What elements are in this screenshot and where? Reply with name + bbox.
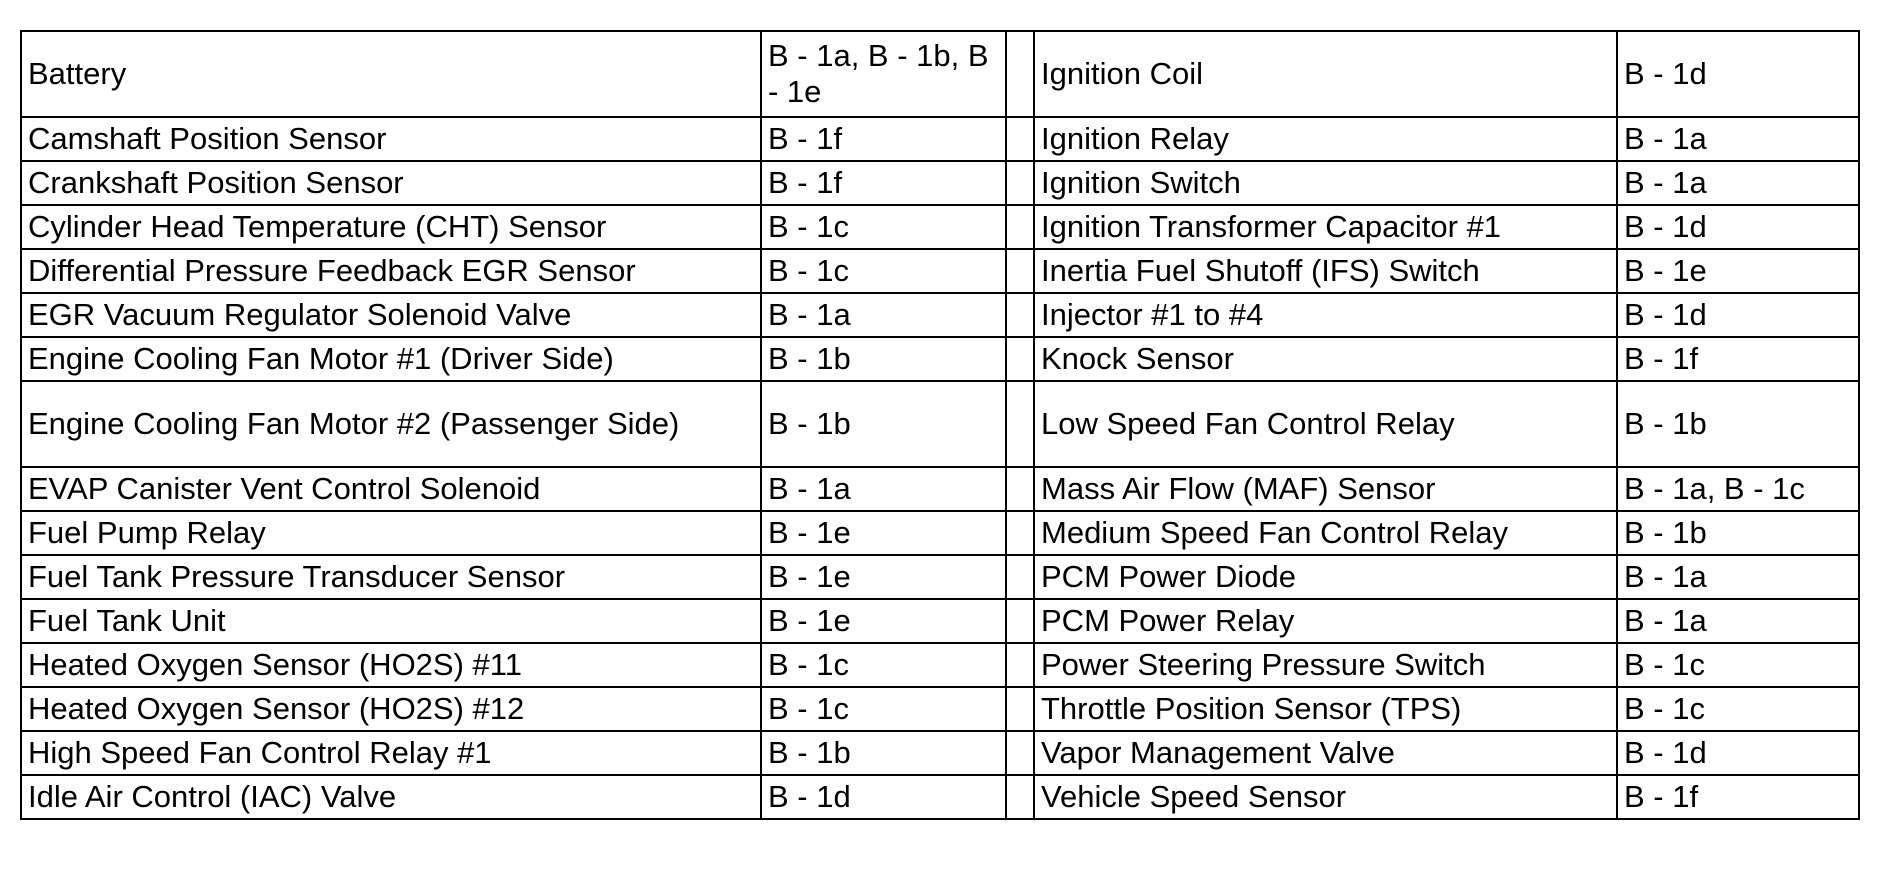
- location-cell: B - 1a: [761, 293, 1006, 337]
- table-row: [21, 731, 1859, 775]
- table-row: [21, 293, 1859, 337]
- component-name-cell: High Speed Fan Control Relay #1: [21, 731, 761, 775]
- component-name-cell: EGR Vacuum Regulator Solenoid Valve: [21, 293, 761, 337]
- column-divider: [1006, 337, 1034, 381]
- location-cell: B - 1f: [761, 161, 1006, 205]
- component-name-cell: Engine Cooling Fan Motor #1 (Driver Side): [21, 337, 761, 381]
- location-cell: B - 1d: [1617, 731, 1859, 775]
- component-name-cell: Vapor Management Valve: [1034, 731, 1617, 775]
- component-name-cell: Vehicle Speed Sensor: [1034, 775, 1617, 819]
- location-cell: B - 1a: [1617, 161, 1859, 205]
- location-cell: B - 1c: [761, 205, 1006, 249]
- location-cell: B - 1e: [1617, 249, 1859, 293]
- location-cell: B - 1b: [761, 337, 1006, 381]
- table-row: [21, 599, 1859, 643]
- component-name-cell: Crankshaft Position Sensor: [21, 161, 761, 205]
- component-name-cell: Camshaft Position Sensor: [21, 117, 761, 161]
- column-divider: [1006, 731, 1034, 775]
- component-name-cell: Fuel Pump Relay: [21, 511, 761, 555]
- component-name-cell: Knock Sensor: [1034, 337, 1617, 381]
- location-cell: B - 1d: [1617, 205, 1859, 249]
- location-cell: B - 1b: [761, 731, 1006, 775]
- table-row: [21, 337, 1859, 381]
- component-name-cell: Ignition Switch: [1034, 161, 1617, 205]
- component-name-cell: PCM Power Diode: [1034, 555, 1617, 599]
- column-divider: [1006, 205, 1034, 249]
- component-name-cell: Ignition Transformer Capacitor #1: [1034, 205, 1617, 249]
- location-cell: B - 1c: [761, 643, 1006, 687]
- component-name-cell: Differential Pressure Feedback EGR Sensor: [21, 249, 761, 293]
- column-divider: [1006, 249, 1034, 293]
- location-cell: B - 1c: [761, 687, 1006, 731]
- column-divider: [1006, 599, 1034, 643]
- component-name-cell: Power Steering Pressure Switch: [1034, 643, 1617, 687]
- location-cell: B - 1b: [1617, 381, 1859, 467]
- location-cell: B - 1e: [761, 599, 1006, 643]
- location-cell: B - 1a: [1617, 117, 1859, 161]
- component-name-cell: Injector #1 to #4: [1034, 293, 1617, 337]
- location-cell: B - 1e: [761, 555, 1006, 599]
- column-divider: [1006, 775, 1034, 819]
- column-divider: [1006, 117, 1034, 161]
- location-cell: B - 1a, B - 1b, B - 1e: [761, 31, 1006, 117]
- table-row: [21, 249, 1859, 293]
- column-divider: [1006, 687, 1034, 731]
- table-row: [21, 511, 1859, 555]
- location-cell: B - 1d: [761, 775, 1006, 819]
- column-divider: [1006, 293, 1034, 337]
- column-divider: [1006, 31, 1034, 117]
- column-divider: [1006, 555, 1034, 599]
- component-name-cell: EVAP Canister Vent Control Solenoid: [21, 467, 761, 511]
- component-name-cell: Fuel Tank Unit: [21, 599, 761, 643]
- component-name-cell: Medium Speed Fan Control Relay: [1034, 511, 1617, 555]
- table-row: [21, 205, 1859, 249]
- table-row: [21, 643, 1859, 687]
- component-name-cell: Ignition Coil: [1034, 31, 1617, 117]
- location-cell: B - 1a, B - 1c: [1617, 467, 1859, 511]
- component-name-cell: Engine Cooling Fan Motor #2 (Passenger Side): [21, 381, 761, 467]
- location-cell: B - 1f: [1617, 337, 1859, 381]
- table-row: [21, 161, 1859, 205]
- component-name-cell: Mass Air Flow (MAF) Sensor: [1034, 467, 1617, 511]
- location-cell: B - 1d: [1617, 31, 1859, 117]
- location-cell: B - 1a: [761, 467, 1006, 511]
- location-cell: B - 1d: [1617, 293, 1859, 337]
- component-name-cell: Low Speed Fan Control Relay: [1034, 381, 1617, 467]
- component-name-cell: Battery: [21, 31, 761, 117]
- column-divider: [1006, 161, 1034, 205]
- location-cell: B - 1c: [1617, 687, 1859, 731]
- table-row: [21, 687, 1859, 731]
- column-divider: [1006, 511, 1034, 555]
- location-cell: B - 1f: [761, 117, 1006, 161]
- component-name-cell: Throttle Position Sensor (TPS): [1034, 687, 1617, 731]
- component-name-cell: Inertia Fuel Shutoff (IFS) Switch: [1034, 249, 1617, 293]
- table-row: [21, 381, 1859, 467]
- component-name-cell: PCM Power Relay: [1034, 599, 1617, 643]
- component-name-cell: Heated Oxygen Sensor (HO2S) #11: [21, 643, 761, 687]
- location-cell: B - 1b: [1617, 511, 1859, 555]
- table-row: [21, 555, 1859, 599]
- component-name-cell: Ignition Relay: [1034, 117, 1617, 161]
- component-name-cell: Fuel Tank Pressure Transducer Sensor: [21, 555, 761, 599]
- component-name-cell: Idle Air Control (IAC) Valve: [21, 775, 761, 819]
- location-cell: B - 1c: [761, 249, 1006, 293]
- table-row: [21, 467, 1859, 511]
- location-cell: B - 1a: [1617, 599, 1859, 643]
- column-divider: [1006, 467, 1034, 511]
- location-cell: B - 1b: [761, 381, 1006, 467]
- component-name-cell: Cylinder Head Temperature (CHT) Sensor: [21, 205, 761, 249]
- component-location-table: [20, 30, 1860, 820]
- table-row: [21, 117, 1859, 161]
- column-divider: [1006, 381, 1034, 467]
- location-cell: B - 1f: [1617, 775, 1859, 819]
- location-cell: B - 1e: [761, 511, 1006, 555]
- location-cell: B - 1c: [1617, 643, 1859, 687]
- table-row: [21, 31, 1859, 117]
- table-row: [21, 775, 1859, 819]
- component-name-cell: Heated Oxygen Sensor (HO2S) #12: [21, 687, 761, 731]
- location-cell: B - 1a: [1617, 555, 1859, 599]
- column-divider: [1006, 643, 1034, 687]
